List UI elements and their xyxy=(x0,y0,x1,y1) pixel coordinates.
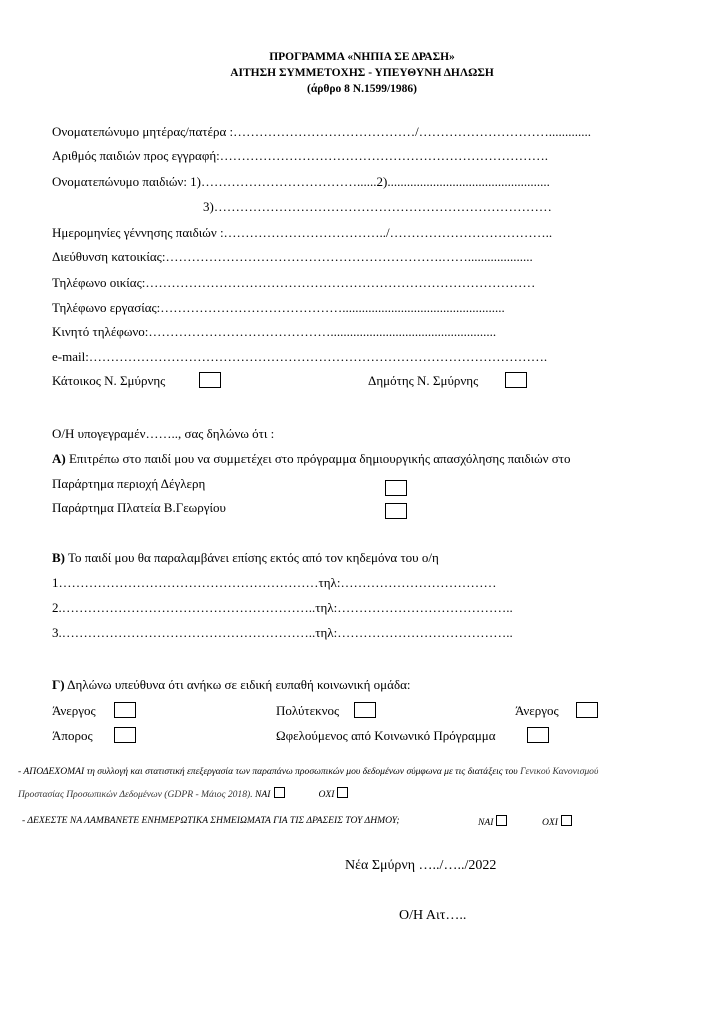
branch1-checkbox[interactable] xyxy=(385,480,407,496)
gdpr-yes-checkbox[interactable] xyxy=(274,787,285,798)
section-b-statement xyxy=(52,550,439,566)
section-g-text: Δηλώνω υπεύθυνα ότι ανήκω σε ειδική ευπαθή κοινωνική ομάδα: xyxy=(64,677,411,692)
resident-label: Κάτοικος Ν. Σμύρνης xyxy=(52,373,166,388)
address-field[interactable]: Διεύθυνση κατοικίας:……………………………………………………….…….................... xyxy=(52,249,533,264)
beneficiary-checkbox[interactable] xyxy=(527,727,549,743)
work-phone-field[interactable]: Τηλέφωνο εργασίας:…………………………………….................................................. xyxy=(52,300,505,315)
citizen-checkbox[interactable] xyxy=(505,372,527,388)
applicant-signature[interactable]: Ο/Η Αιτ….. xyxy=(399,908,467,923)
children-names-field[interactable]: Ονοματεπώνυμο παιδιών: 1)………………………………......2).................................................. xyxy=(52,174,550,189)
poor-label: Άπορος xyxy=(52,728,93,743)
newsletter-no-checkbox[interactable] xyxy=(561,815,572,826)
pickup1-field[interactable]: 1……………………………………………………τηλ:……………………………… xyxy=(52,575,497,590)
mobile-phone-field[interactable]: Κινητό τηλέφωνο:……………………………………................................................... xyxy=(52,324,497,339)
form-subtitle: ΑΙΤΗΣΗ ΣΥΜΜΕΤΟΧΗΣ - ΥΠΕΥΘΥΝΗ ΔΗΛΩΣΗ xyxy=(230,67,494,79)
section-a-text: Επιτρέπω στο παιδί μου να συμμετέχει στο πρόγραμμα δημιουργικής απασχόλησης παιδιών στο xyxy=(65,451,571,466)
unemployed2-checkbox[interactable] xyxy=(576,702,598,718)
email-field[interactable]: e-mail:……………………………………………………………………………………………. xyxy=(52,349,548,364)
beneficiary-label: Ωφελούμενος από Κοινωνικό Πρόγραμμα xyxy=(276,728,496,743)
section-a-statement xyxy=(52,451,571,467)
branch1-label: Παράρτημα περιοχή Δέγλερη xyxy=(52,476,206,491)
poor-checkbox[interactable] xyxy=(114,727,136,743)
date-field[interactable]: Νέα Σμύρνη …../…../2022 xyxy=(345,858,497,873)
unemployed2-label: Άνεργος xyxy=(515,703,559,718)
unemployed1-checkbox[interactable] xyxy=(114,702,136,718)
branch2-label: Παράρτημα Πλατεία Β.Γεωργίου xyxy=(52,500,226,515)
child3-name-field[interactable]: 3)…………………………………………………………………… xyxy=(203,199,552,214)
pickup3-field[interactable]: 3.…………………………………………………..τηλ:………………………………….. xyxy=(52,625,513,640)
newsletter-yes-label: ΝΑΙ xyxy=(478,817,494,828)
newsletter-yes-option xyxy=(478,815,507,828)
section-g-prefix: Γ) xyxy=(52,677,65,692)
gdpr-consent-line1 xyxy=(18,766,598,777)
gdpr-no-checkbox[interactable] xyxy=(337,787,348,798)
gdpr-yes-label: ΝΑΙ xyxy=(255,789,271,800)
newsletter-question: - ΔΕΧΕΣΤΕ ΝΑ ΛΑΜΒΑΝΕΤΕ ΕΝΗΜΕΡΩΤΙΚΑ ΣΗΜΕΙΩΜΑΤΑ ΓΙΑ ΤΙΣ ΔΡΑΣΕΙΣ ΤΟΥ ΔΗΜΟΥ; xyxy=(22,815,400,826)
declaration-intro: Ο/Η υπογεγραμέν…….., σας δηλώνω ότι : xyxy=(52,426,275,441)
section-g-statement xyxy=(52,677,411,693)
form-title: ΠΡΟΓΡΑΜΜΑ «ΝΗΠΙΑ ΣΕ ΔΡΑΣΗ» xyxy=(269,51,455,63)
large-family-label: Πολύτεκνος xyxy=(276,703,340,718)
birth-dates-field[interactable]: Ημερομηνίες γέννησης παιδιών :………………………………../……………………………….. xyxy=(52,225,553,240)
parent-name-field[interactable]: Ονοματεπώνυμο μητέρας/πατέρα :……………………………………/…………………………............. xyxy=(52,124,591,139)
newsletter-no-option xyxy=(542,815,572,828)
newsletter-yes-checkbox[interactable] xyxy=(496,815,507,826)
newsletter-no-label: ΟΧΙ xyxy=(542,817,558,828)
section-b-text: Το παιδί μου θα παραλαμβάνει επίσης εκτός από τον κηδεμόνα του ο/η xyxy=(65,550,439,565)
branch2-checkbox[interactable] xyxy=(385,503,407,519)
gdpr-accept-label: - ΑΠΟΔΕΧΟΜΑΙ xyxy=(18,766,85,777)
unemployed1-label: Άνεργος xyxy=(52,703,96,718)
pickup2-field[interactable]: 2.…………………………………………………..τηλ:………………………………….. xyxy=(52,600,513,615)
large-family-checkbox[interactable] xyxy=(354,702,376,718)
section-b-prefix: Β) xyxy=(52,550,65,565)
children-count-field[interactable]: Αριθμός παιδιών προς εγγραφή:…………………………………………………………………. xyxy=(52,148,549,163)
gdpr-consent-line2 xyxy=(18,787,348,800)
gdpr-regulation-name: Γενικού Κανονισμού xyxy=(520,766,599,777)
gdpr-no-label: ΟΧΙ xyxy=(318,789,335,800)
resident-checkbox[interactable] xyxy=(199,372,221,388)
gdpr-regulation-ref: Προστασίας Προσωπικών Δεδομένων (GDPR - Μάιος 2018). xyxy=(18,789,253,800)
gdpr-text: τη συλλογή και στατιστική επεξεργασία των παραπάνω προσωπικών μου δεδομένων σύμφωνα με τις διατάξεις του xyxy=(84,766,521,777)
citizen-label: Δημότης Ν. Σμύρνης xyxy=(368,373,479,388)
law-reference: (άρθρο 8 Ν.1599/1986) xyxy=(306,83,417,95)
home-phone-field[interactable]: Τηλέφωνο οικίας:……………………………………………………………………………… xyxy=(52,275,536,290)
section-a-prefix: Α) xyxy=(52,451,66,466)
